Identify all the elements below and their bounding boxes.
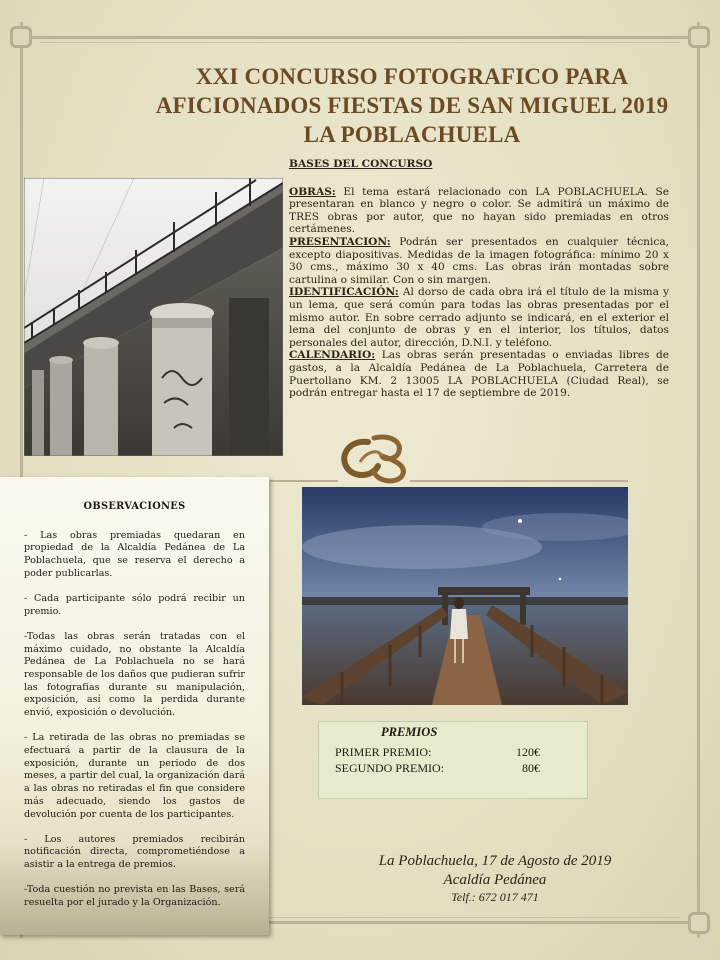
page-title: [120, 62, 704, 149]
ornament-divider: [270, 480, 338, 482]
observation-item: -Todas las obras serán tratadas con el máximo cuidado, no obstante la Alcaldía Pedánea de La Poblachuela no se hará responsable de los daños que pudieran sufrir las fotografías durante su manipulación, exposición, así como la perdida durante envió, exposición o devolución.: [24, 630, 245, 719]
rule-label: IDENTIFICACIÓN:: [289, 286, 399, 299]
observation-item: - Cada participante sólo podrá recibir un premio.: [24, 593, 245, 617]
ornament-flourish-icon: [338, 432, 412, 484]
prizes-title: PREMIOS: [381, 725, 438, 739]
contact-phone: Telf.: 672 017 471: [451, 890, 539, 904]
lake-pier-photo-image: [302, 487, 628, 705]
observation-item: - Las obras premiadas quedaran en propiedad de la Alcaldía Pedánea de La Poblachuela, que se reserva el derecho a poder publicarlas.: [24, 529, 245, 579]
frame-corner-ornament: [688, 912, 710, 934]
prizes-box: [318, 721, 588, 799]
rule-label: PRESENTACION:: [289, 235, 391, 248]
frame-border-top: [22, 36, 698, 39]
place-date: La Poblachuela, 17 de Agosto de 2019: [378, 853, 612, 869]
rule-label: OBRAS:: [289, 185, 336, 198]
bridge-photo: [24, 178, 283, 456]
prize-label: SEGUNDO PREMIO:: [335, 761, 445, 775]
rule-presentacion: [289, 236, 669, 286]
prize-amount: 120€: [516, 745, 540, 759]
title-line: AFICIONADOS FIESTAS DE SAN MIGUEL 2019: [155, 93, 669, 118]
observation-item: -Toda cuestión no prevista en las Bases, será resuelta por el jurado y la Organización.: [24, 884, 245, 909]
signature-block: [340, 852, 650, 904]
decorative-ornament: [338, 432, 412, 484]
frame-corner-ornament: [688, 26, 710, 48]
ornament-divider: [410, 480, 628, 482]
rule-text: El tema estará relacionado con LA POBLACHUELA. Se presentaran en blanco y negro o color. Se admitirá un máximo de TRES obras por autor, que no hayan sido premiadas en otros certámenes.: [289, 185, 669, 236]
issuing-office: Acaldía Pedánea: [443, 872, 547, 888]
prize-amount: 80€: [522, 761, 540, 775]
frame-corner-ornament: [10, 26, 32, 48]
rule-text: Podrán ser presentados en cualquier técnica, excepto diapositivas. Medidas de la imagen fotográfica: mínimo 20 x 30 cms., máximo 30 x 40 cms. Las obras irán montadas sobre cartulina o similar. Con o sin margen.: [289, 235, 669, 286]
title-line: XXI CONCURSO FOTOGRAFICO PARA: [195, 64, 629, 89]
lake-pier-photo: [302, 487, 628, 705]
rule-obras: [289, 186, 669, 236]
rule-text: Al dorso de cada obra irá el título de la misma y un lema, que será común para todas las obras presentadas por el mismo autor. En sobre cerrado adjunto se indicará, en el exterior el lema del conjunto de obras y en el interior, los títulos, datos personales del autor, dirección, D.N.I. y teléfono.: [289, 286, 669, 349]
prize-row-first: [335, 745, 540, 760]
contest-rules: [289, 158, 669, 400]
observations-panel: [0, 477, 269, 935]
frame-border-right: [697, 22, 700, 938]
observations-title: OBSERVACIONES: [83, 501, 186, 512]
rule-calendario: [289, 349, 669, 399]
title-line: LA POBLACHUELA: [303, 122, 521, 147]
frame-border-top-inner: [40, 42, 680, 43]
observation-item: - La retirada de las obras no premiadas se efectuará a partir de la clausura de la exposición, durante un periodo de dos meses, a partir del cual, la organización dará a las obras no retiradas el fin que considere más adecuado, siendo los gastos de devolución por cuenta de los participantes.: [24, 732, 245, 820]
prize-row-second: [335, 761, 540, 776]
rule-label: CALENDARIO:: [289, 349, 376, 362]
prize-label: PRIMER PREMIO:: [335, 745, 432, 759]
rule-text: Las obras serán presentadas o enviadas libres de gastos, a la Alcaldía Pedánea de La Poblachuela, Carretera de Puertollano KM. 2 13005 LA POBLACHUELA (Ciudad Real), se podrán entregar hasta el 17 de septiembre de 2019.: [289, 349, 669, 400]
observation-item: - Los autores premiados recibirán notificación directa, comprometiéndose a asistir a la entrega de premios.: [24, 833, 245, 871]
bridge-photo-image: [24, 178, 283, 456]
rule-identificacion: [289, 286, 669, 349]
rules-heading: BASES DEL CONCURSO: [289, 158, 433, 170]
